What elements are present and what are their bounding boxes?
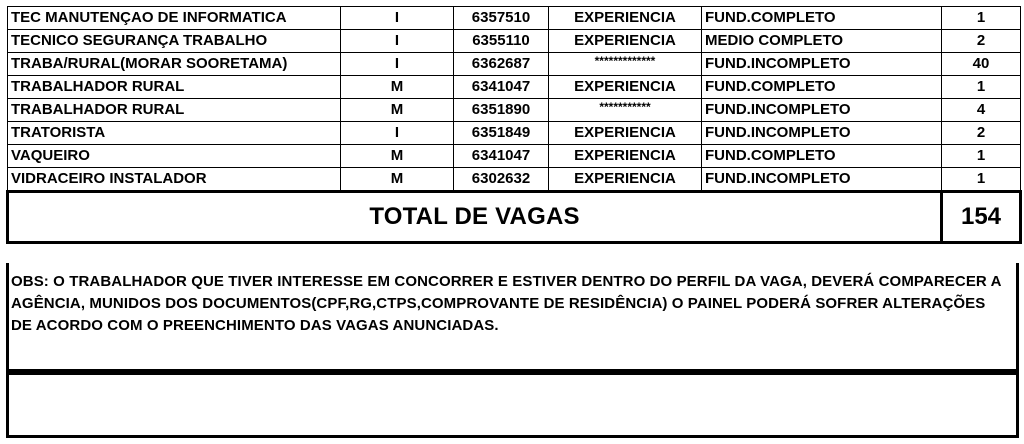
quantity-cell: 1 [942,168,1021,192]
job-title-cell: TRABALHADOR RURAL [8,76,341,99]
code-cell: 6351849 [454,122,549,145]
quantity-cell: 1 [942,145,1021,168]
job-title-cell: VAQUEIRO [8,145,341,168]
requirement-cell: EXPERIENCIA [549,30,702,53]
education-cell: FUND.COMPLETO [702,76,942,99]
observation-box [6,263,1019,372]
vacancies-table-body [8,7,1021,192]
quantity-cell: 1 [942,76,1021,99]
type-cell: I [341,30,454,53]
education-cell: FUND.INCOMPLETO [702,53,942,76]
education-cell: FUND.INCOMPLETO [702,122,942,145]
vacancies-table [6,6,1022,244]
requirement-cell: EXPERIENCIA [549,122,702,145]
quantity-cell: 2 [942,30,1021,53]
job-title-cell: TRABA/RURAL(MORAR SOORETAMA) [8,53,341,76]
table-row [8,168,1021,192]
job-title-cell: TRATORISTA [8,122,341,145]
job-title-cell: TEC MANUTENÇAO DE INFORMATICA [8,7,341,30]
table-row [8,122,1021,145]
total-row [8,192,1021,243]
quantity-cell: 4 [942,99,1021,122]
education-cell: FUND.INCOMPLETO [702,168,942,192]
quantity-cell: 1 [942,7,1021,30]
table-row [8,145,1021,168]
type-cell: I [341,122,454,145]
code-cell: 6341047 [454,145,549,168]
table-row [8,30,1021,53]
type-cell: I [341,53,454,76]
code-cell: 6351890 [454,99,549,122]
education-cell: FUND.COMPLETO [702,7,942,30]
blank-notes-box [6,372,1019,438]
code-cell: 6341047 [454,76,549,99]
requirement-cell: ************* [549,53,702,76]
code-cell: 6302632 [454,168,549,192]
table-row [8,7,1021,30]
requirement-cell: EXPERIENCIA [549,76,702,99]
type-cell: M [341,145,454,168]
requirement-cell: EXPERIENCIA [549,145,702,168]
table-row [8,53,1021,76]
total-label: TOTAL DE VAGAS [8,192,942,243]
education-cell: MEDIO COMPLETO [702,30,942,53]
type-cell: M [341,168,454,192]
observation-text: OBS: O TRABALHADOR QUE TIVER INTERESSE EM CONCORRER E ESTIVER DENTRO DO PERFIL DA VAGA, DEVERÁ COMPARECER A AGÊNCIA, MUNIDOS DOS DOCUMENTOS(CPF,RG,CTPS,COMPROVANTE DE RESIDÊNCIA) O PAINEL PODERÁ SOFRER ALTERAÇÕES DE ACORDO COM O PREENCHIMENTO DAS VAGAS ANUNCIADAS. [11,273,1001,334]
code-cell: 6362687 [454,53,549,76]
table-row [8,99,1021,122]
type-cell: I [341,7,454,30]
education-cell: FUND.COMPLETO [702,145,942,168]
education-cell: FUND.INCOMPLETO [702,99,942,122]
job-title-cell: TECNICO SEGURANÇA TRABALHO [8,30,341,53]
quantity-cell: 2 [942,122,1021,145]
quantity-cell: 40 [942,53,1021,76]
code-cell: 6357510 [454,7,549,30]
requirement-cell: *********** [549,99,702,122]
job-title-cell: TRABALHADOR RURAL [8,99,341,122]
job-title-cell: VIDRACEIRO INSTALADOR [8,168,341,192]
total-value: 154 [942,192,1021,243]
requirement-cell: EXPERIENCIA [549,7,702,30]
type-cell: M [341,76,454,99]
requirement-cell: EXPERIENCIA [549,168,702,192]
code-cell: 6355110 [454,30,549,53]
type-cell: M [341,99,454,122]
table-row [8,76,1021,99]
